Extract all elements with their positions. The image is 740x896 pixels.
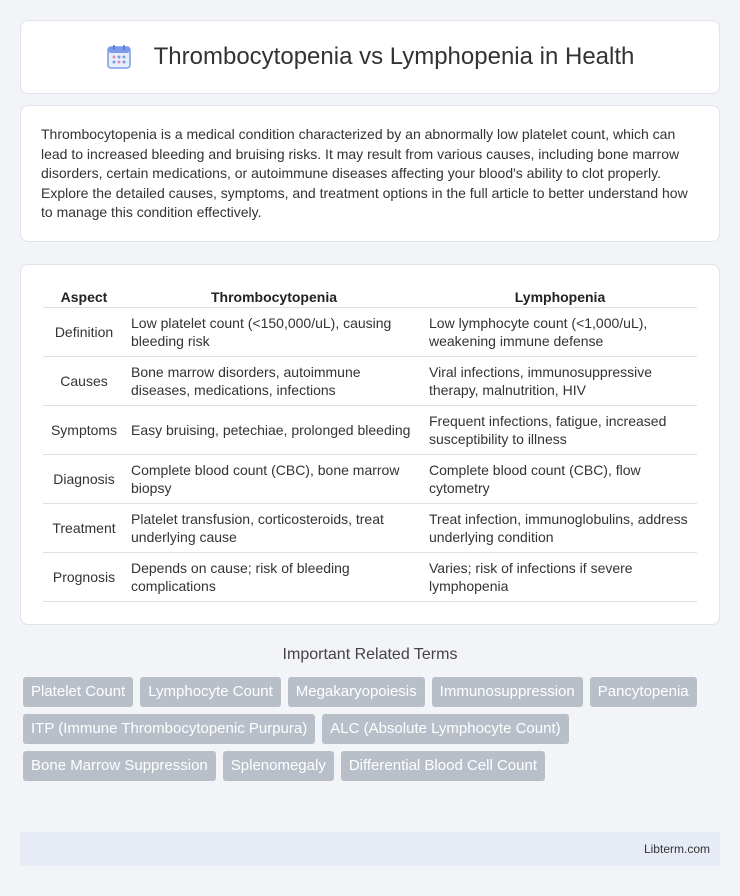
related-terms-title: Important Related Terms <box>282 646 458 663</box>
cell-lymphopenia: Viral infections, immunosuppressive therapy, malnutrition, HIV <box>423 357 697 406</box>
term-tag-bone-marrow-suppression[interactable]: Bone Marrow Suppression <box>23 751 216 781</box>
comparison-table-card <box>20 264 720 625</box>
cell-aspect: Diagnosis <box>43 455 125 504</box>
cell-lymphopenia: Frequent infections, fatigue, increased susceptibility to illness <box>423 406 697 455</box>
table-header-row <box>43 285 697 308</box>
table-row <box>43 553 697 602</box>
footer-site-link[interactable]: Libterm.com <box>643 842 710 856</box>
intro-paragraph: Thrombocytopenia is a medical condition characterized by an abnormally low platelet count, which can lead to increased bleeding and bruising risks. It may result from various causes, including bone marrow disorders, certain medications, or autoimmune diseases affecting your blood's ability to clot properly. Explore the detailed causes, symptoms, and treatment options in the full article to better understand how to manage this condition effectively. <box>41 126 688 221</box>
header-card <box>20 20 720 94</box>
cell-lymphopenia: Complete blood count (CBC), flow cytometry <box>423 455 697 504</box>
footer <box>20 832 720 866</box>
cell-aspect: Prognosis <box>43 553 125 602</box>
cell-thrombocytopenia: Low platelet count (<150,000/uL), causing bleeding risk <box>125 308 423 357</box>
cell-aspect: Causes <box>43 357 125 406</box>
cell-thrombocytopenia: Platelet transfusion, corticosteroids, treat underlying cause <box>125 504 423 553</box>
cell-lymphopenia: Low lymphocyte count (<1,000/uL), weakening immune defense <box>423 308 697 357</box>
table-row <box>43 308 697 357</box>
table-row <box>43 406 697 455</box>
cell-thrombocytopenia: Bone marrow disorders, autoimmune diseases, medications, infections <box>125 357 423 406</box>
table-row <box>43 455 697 504</box>
cell-aspect: Symptoms <box>43 406 125 455</box>
cell-thrombocytopenia: Depends on cause; risk of bleeding complications <box>125 553 423 602</box>
cell-aspect: Definition <box>43 308 125 357</box>
term-tag-lymphocyte-count[interactable]: Lymphocyte Count <box>140 677 281 707</box>
term-tag-pancytopenia[interactable]: Pancytopenia <box>590 677 697 707</box>
cell-thrombocytopenia: Complete blood count (CBC), bone marrow biopsy <box>125 455 423 504</box>
term-tag-platelet-count[interactable]: Platelet Count <box>23 677 133 707</box>
term-tag-splenomegaly[interactable]: Splenomegaly <box>223 751 334 781</box>
cell-lymphopenia: Treat infection, immunoglobulins, address underlying condition <box>423 504 697 553</box>
calendar-icon <box>106 44 132 70</box>
page-title: Thrombocytopenia vs Lymphopenia in Health <box>153 43 635 70</box>
cell-lymphopenia: Varies; risk of infections if severe lymphopenia <box>423 553 697 602</box>
cell-thrombocytopenia: Easy bruising, petechiae, prolonged bleeding <box>125 406 423 455</box>
term-tag-itp[interactable]: ITP (Immune Thrombocytopenic Purpura) <box>23 714 315 744</box>
term-tag-megakaryopoiesis[interactable]: Megakaryopoiesis <box>288 677 425 707</box>
term-tag-alc[interactable]: ALC (Absolute Lymphocyte Count) <box>322 714 568 744</box>
header-aspect: Aspect <box>43 285 125 308</box>
comparison-table <box>43 285 697 602</box>
intro-card <box>20 105 720 242</box>
table-row <box>43 504 697 553</box>
header-thrombocytopenia: Thrombocytopenia <box>125 285 423 308</box>
term-tag-immunosuppression[interactable]: Immunosuppression <box>432 677 583 707</box>
table-row <box>43 357 697 406</box>
cell-aspect: Treatment <box>43 504 125 553</box>
related-terms-list <box>23 677 723 788</box>
header-lymphopenia: Lymphopenia <box>423 285 697 308</box>
term-tag-differential-blood-cell-count[interactable]: Differential Blood Cell Count <box>341 751 545 781</box>
